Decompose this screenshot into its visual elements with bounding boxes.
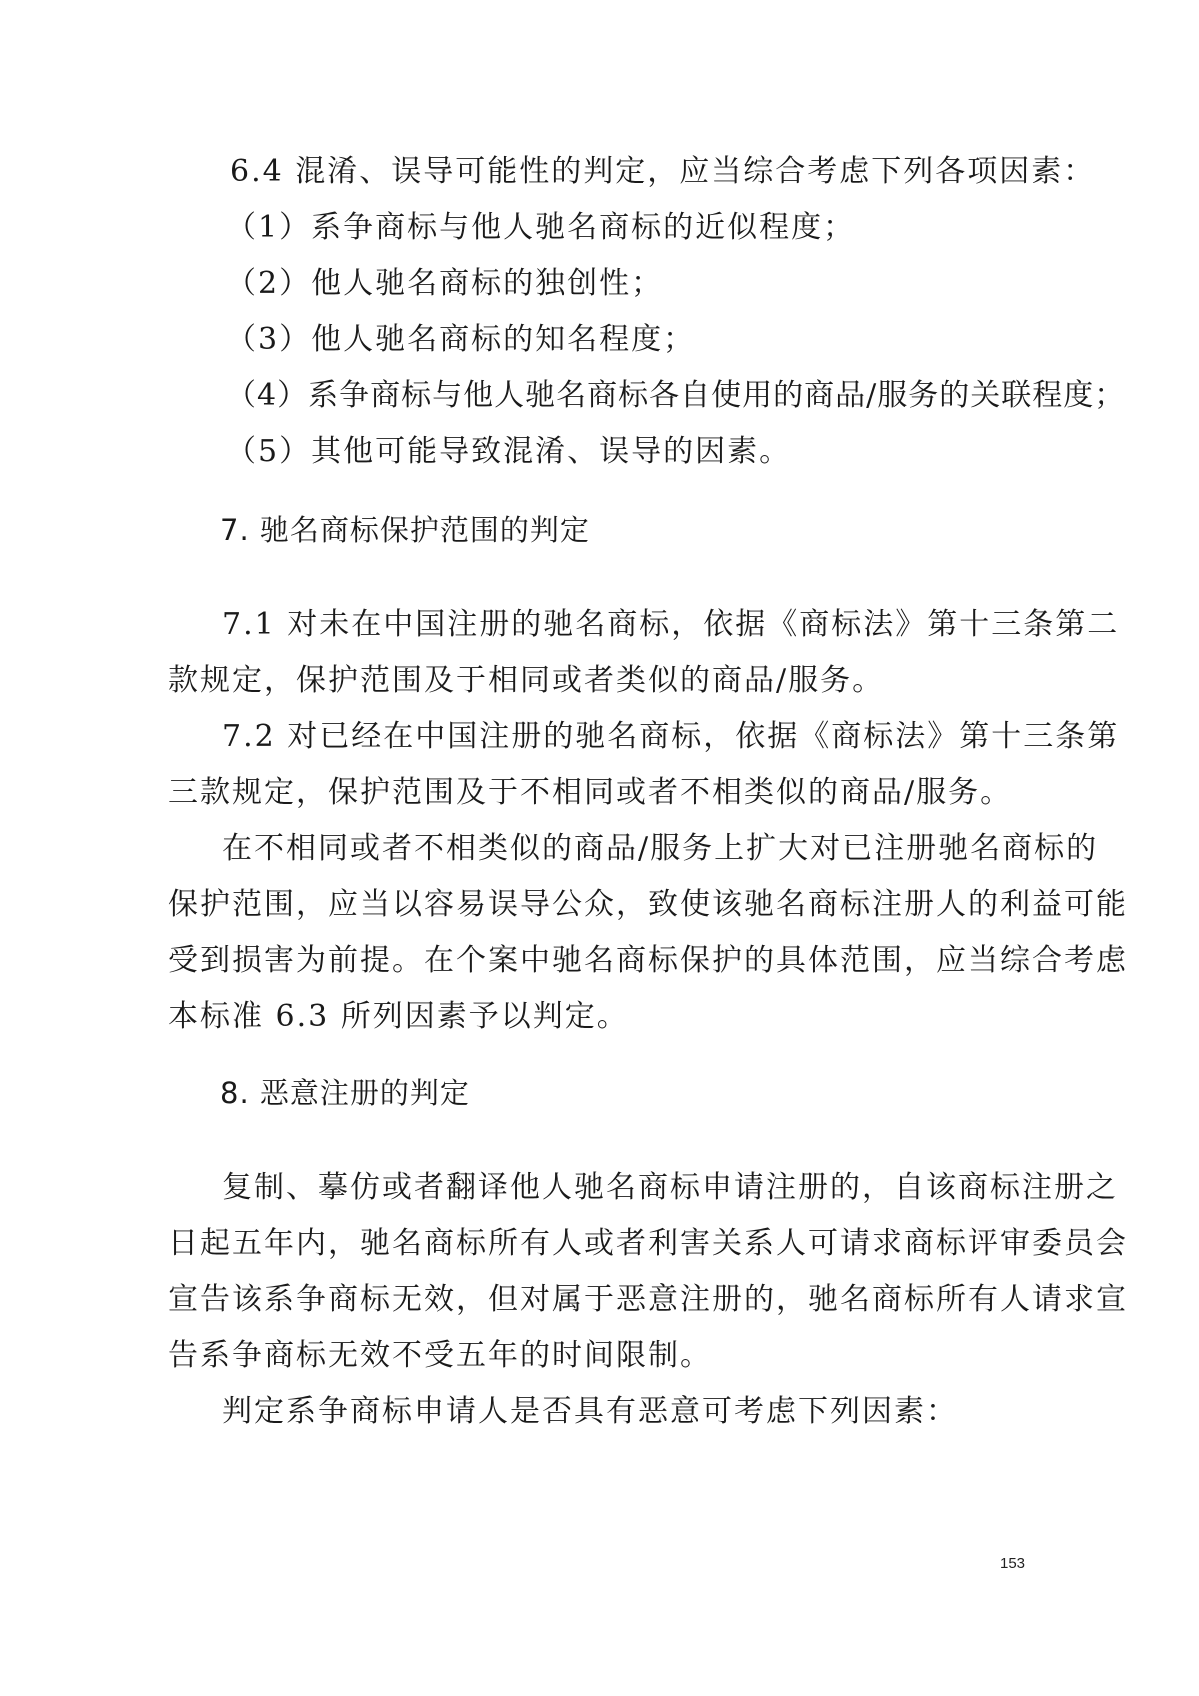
paragraph-line: 日起五年内，驰名商标所有人或者利害关系人可请求商标评审委员会 xyxy=(168,1226,1128,1261)
list-item: （1）系争商标与他人驰名商标的近似程度； xyxy=(226,210,856,245)
paragraph-line: 保护范围，应当以容易误导公众，致使该驰名商标注册人的利益可能 xyxy=(168,887,1128,922)
list-item: （4）系争商标与他人驰名商标各自使用的商品/服务的关联程度； xyxy=(226,378,1126,413)
paragraph-line: 在不相同或者不相类似的商品/服务上扩大对已注册驰名商标的 xyxy=(222,831,1099,866)
list-item: （3）他人驰名商标的知名程度； xyxy=(226,322,696,357)
paragraph-line: 7.2 对已经在中国注册的驰名商标，依据《商标法》第十三条第 xyxy=(222,719,1120,754)
list-item: （5）其他可能导致混淆、误导的因素。 xyxy=(226,434,792,469)
paragraph-line: 宣告该系争商标无效，但对属于恶意注册的，驰名商标所有人请求宣 xyxy=(168,1282,1128,1317)
section-heading: 7. 驰名商标保护范围的判定 xyxy=(220,513,590,547)
paragraph-line: 本标准 6.3 所列因素予以判定。 xyxy=(168,999,629,1034)
paragraph-line: 三款规定，保护范围及于不相同或者不相类似的商品/服务。 xyxy=(168,775,1013,810)
paragraph-line: 判定系争商标申请人是否具有恶意可考虑下列因素： xyxy=(222,1394,958,1429)
paragraph-line: 款规定，保护范围及于相同或者类似的商品/服务。 xyxy=(168,663,885,698)
paragraph-line: 复制、摹仿或者翻译他人驰名商标申请注册的，自该商标注册之 xyxy=(222,1170,1118,1205)
paragraph-line: 7.1 对未在中国注册的驰名商标，依据《商标法》第十三条第二 xyxy=(222,607,1120,642)
paragraph-line: 6.4 混淆、误导可能性的判定，应当综合考虑下列各项因素： xyxy=(230,154,1096,189)
page-number: 153 xyxy=(1000,1555,1026,1572)
section-heading: 8. 恶意注册的判定 xyxy=(220,1076,470,1110)
paragraph-line: 受到损害为前提。在个案中驰名商标保护的具体范围，应当综合考虑 xyxy=(168,943,1128,978)
paragraph-line: 告系争商标无效不受五年的时间限制。 xyxy=(168,1338,712,1373)
list-item: （2）他人驰名商标的独创性； xyxy=(226,266,664,301)
